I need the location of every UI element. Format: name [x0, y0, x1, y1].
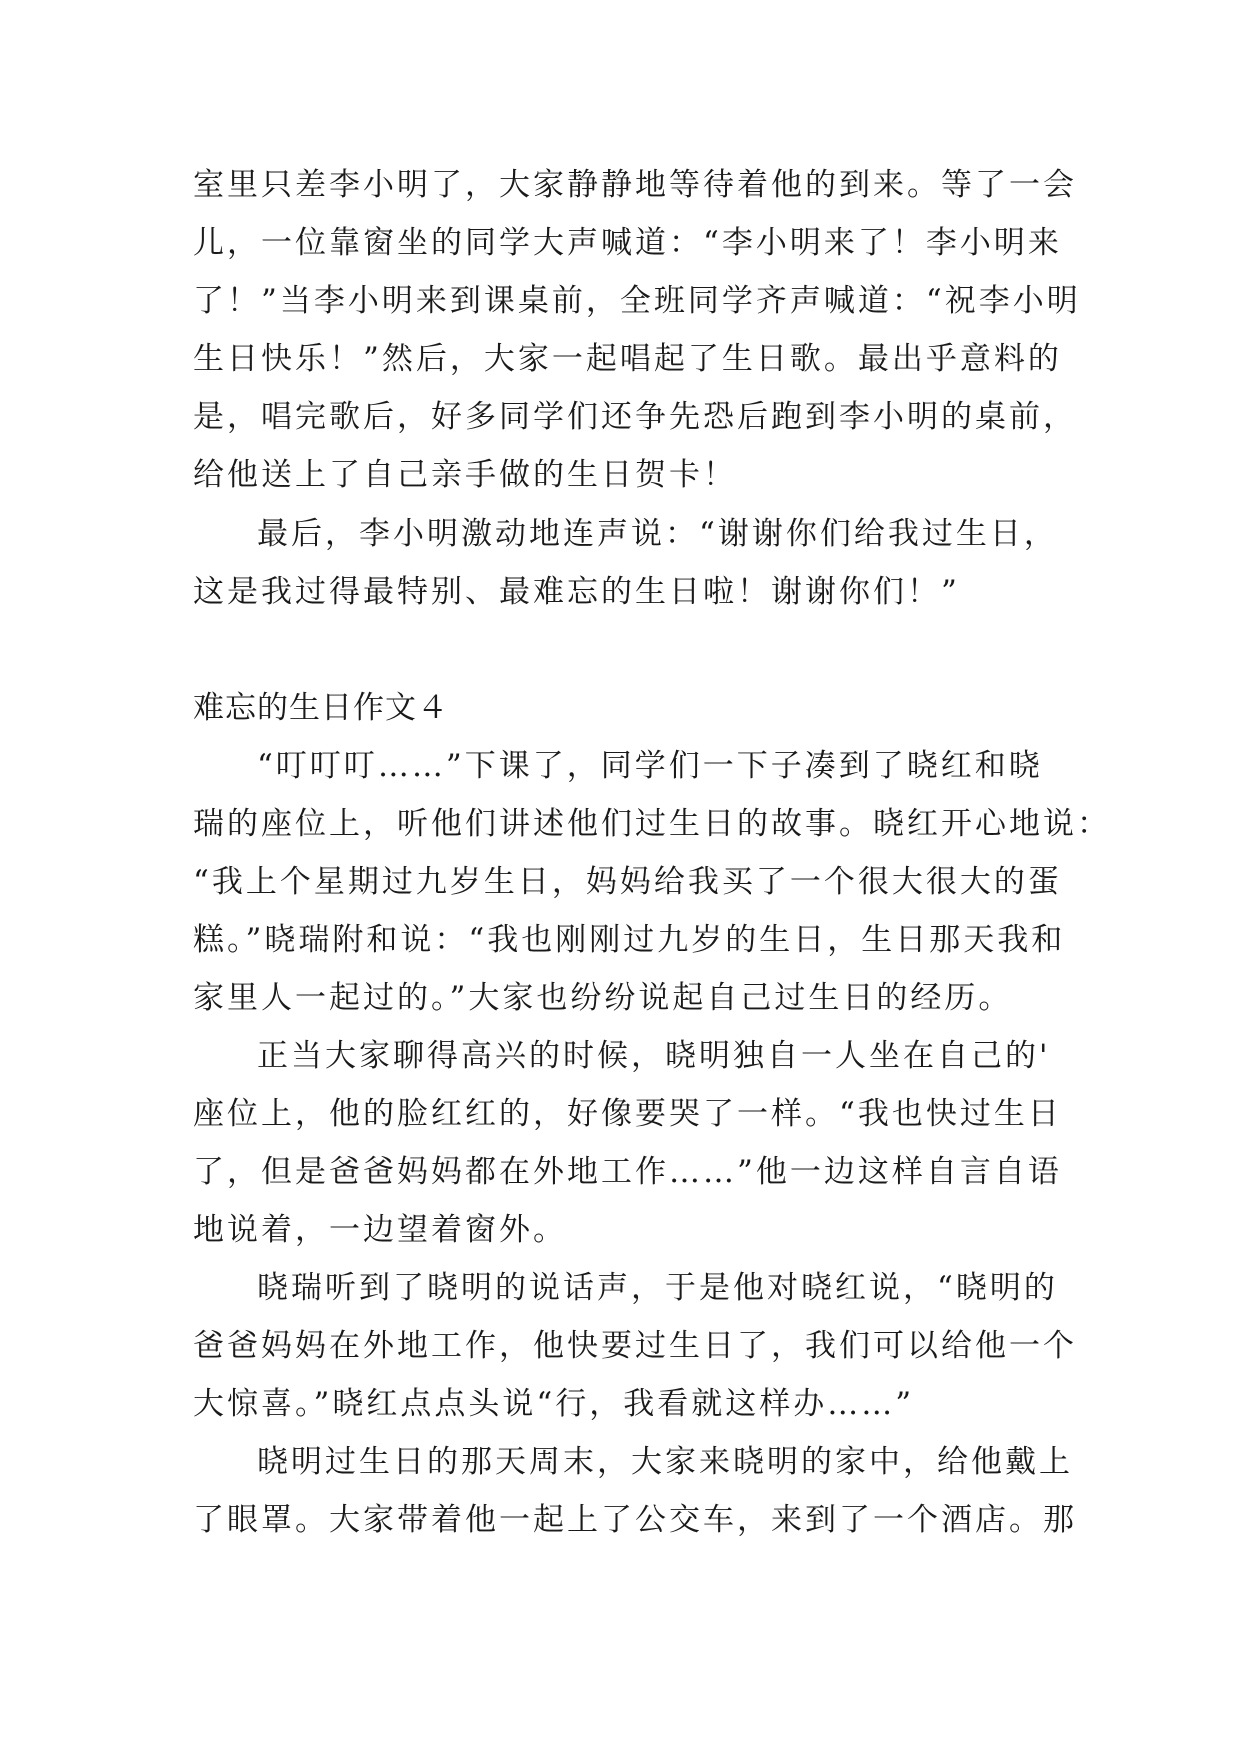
text-line: 了，但是爸爸妈妈都在外地工作……”他一边这样自言自语 — [193, 1154, 1062, 1190]
text-line: 晓明过生日的那天周末，大家来晓明的家中，给他戴上 — [257, 1444, 1073, 1480]
text-line: 糕。”晓瑞附和说：“我也刚刚过九岁的生日，生日那天我和 — [193, 922, 1066, 958]
text-line: 晓瑞听到了晓明的说话声，于是他对晓红说，“晓明的 — [257, 1270, 1058, 1306]
text-line: 生日快乐！”然后，大家一起唱起了生日歌。最出乎意料的 — [193, 341, 1062, 377]
text-line: 这是我过得最特别、最难忘的生日啦！谢谢你们！” — [193, 574, 960, 610]
text-line: 瑞的座位上，听他们讲述他们过生日的故事。晓红开心地说： — [193, 806, 1111, 842]
text-line: 座位上，他的脸红红的，好像要哭了一样。“我也快过生日 — [193, 1096, 1062, 1132]
text-line: 家里人一起过的。”大家也纷纷说起自己过生日的经历。 — [193, 980, 1013, 1016]
text-line: 了眼罩。大家带着他一起上了公交车，来到了一个酒店。那 — [193, 1502, 1077, 1538]
text-line: 爸爸妈妈在外地工作，他快要过生日了，我们可以给他一个 — [193, 1328, 1077, 1364]
text-line: 地说着，一边望着窗外。 — [193, 1212, 567, 1248]
text-line: 室里只差李小明了，大家静静地等待着他的到来。等了一会 — [193, 167, 1077, 203]
text-line: 给他送上了自己亲手做的生日贺卡！ — [193, 457, 737, 493]
text-line: “叮叮叮……”下课了，同学们一下子凑到了晓红和晓 — [257, 748, 1043, 784]
section-heading: 难忘的生日作文４ — [193, 690, 449, 726]
text-line: 大惊喜。”晓红点点头说“行，我看就这样办……” — [193, 1386, 915, 1422]
text-line: 正当大家聊得高兴的时候，晓明独自一人坐在自己的' — [257, 1038, 1051, 1074]
text-line: “我上个星期过九岁生日，妈妈给我买了一个很大很大的蛋 — [193, 864, 1062, 900]
text-line: 了！”当李小明来到课桌前，全班同学齐声喊道：“祝李小明 — [193, 283, 1081, 319]
text-line: 最后，李小明激动地连声说：“谢谢你们给我过生日， — [257, 516, 1058, 552]
text-line: 是，唱完歌后，好多同学们还争先恐后跑到李小明的桌前， — [193, 399, 1077, 435]
text-line: 儿，一位靠窗坐的同学大声喊道：“李小明来了！李小明来 — [193, 225, 1062, 261]
